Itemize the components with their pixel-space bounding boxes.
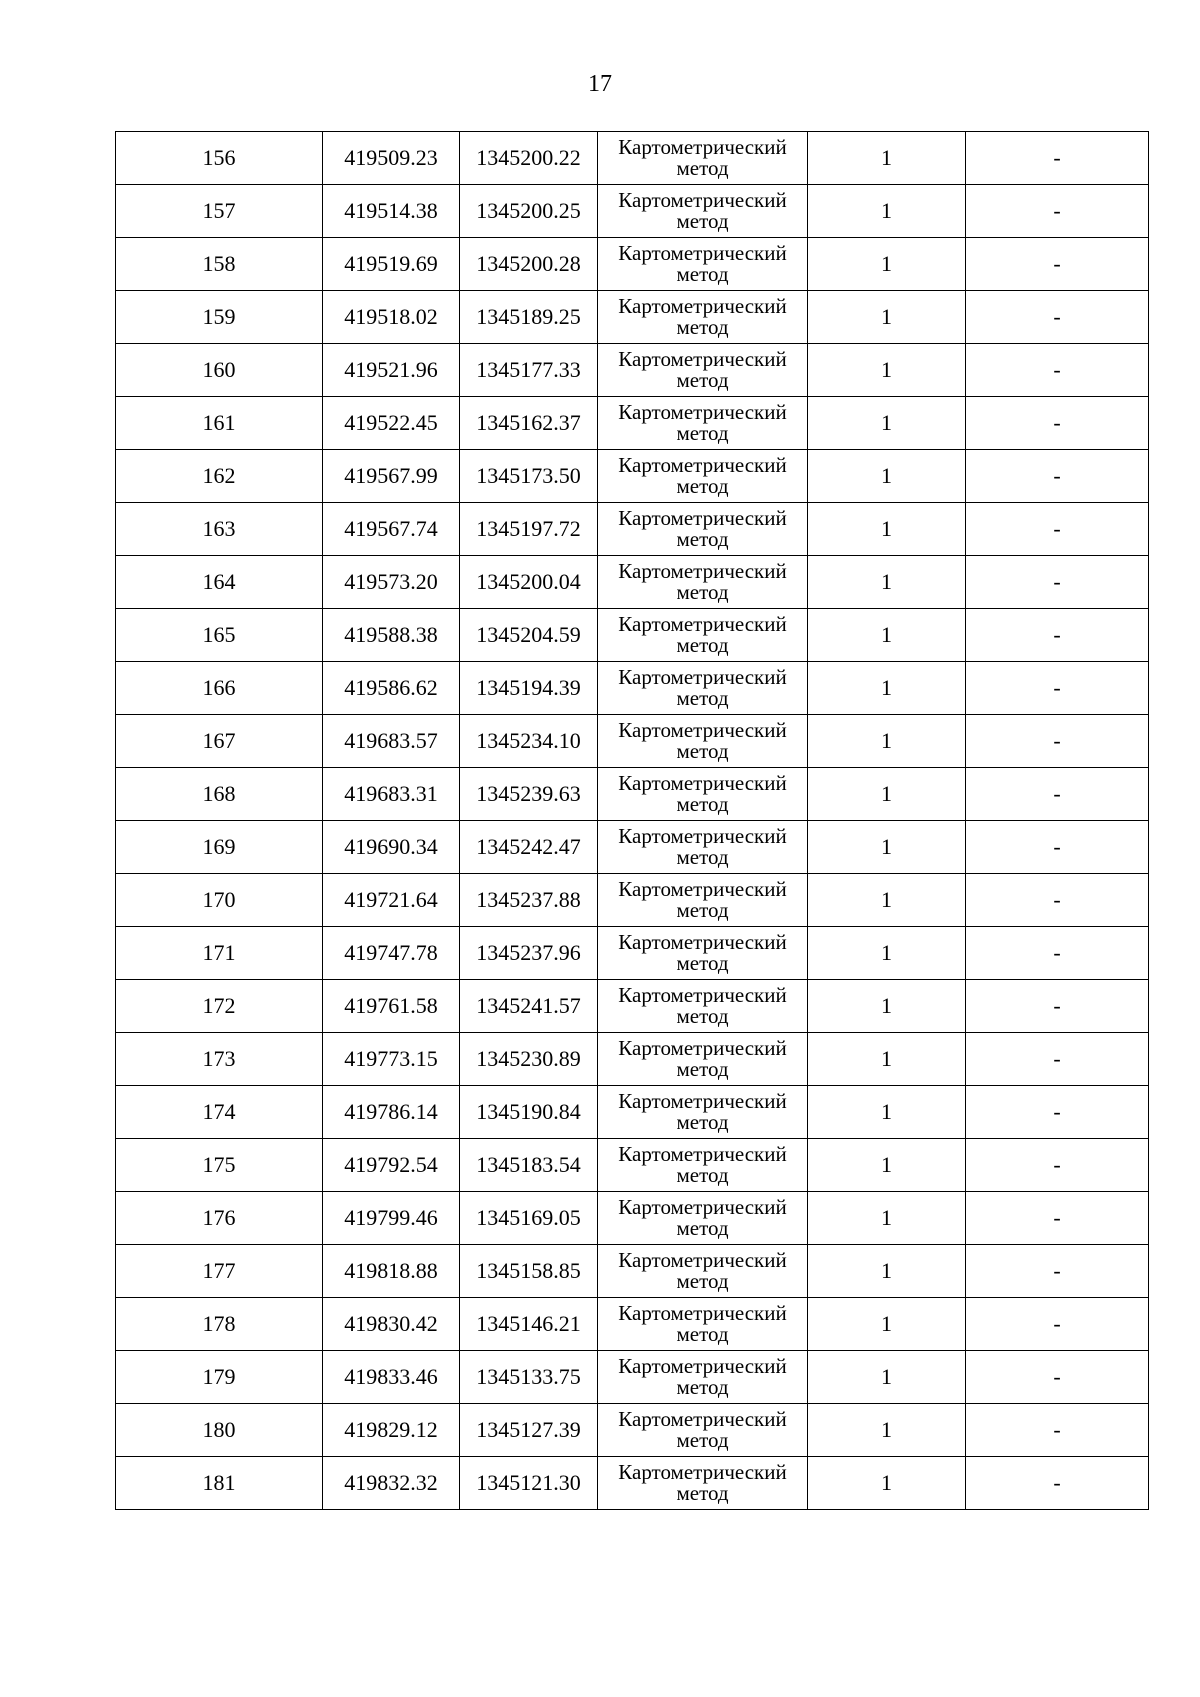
table-row	[116, 768, 1149, 821]
y-coordinate-cell: 1345200.22	[460, 132, 598, 185]
x-coordinate-cell: 419683.57	[323, 715, 460, 768]
y-coordinate-cell: 1345241.57	[460, 980, 598, 1033]
table-row	[116, 1192, 1149, 1245]
point-number-cell: 166	[116, 662, 323, 715]
x-coordinate-cell: 419833.46	[323, 1351, 460, 1404]
method-cell	[598, 291, 808, 344]
method-text: метод	[676, 1269, 729, 1293]
x-coordinate-cell: 419567.99	[323, 450, 460, 503]
method-text: Картометрический	[618, 1460, 787, 1484]
y-coordinate-cell: 1345204.59	[460, 609, 598, 662]
accuracy-cell: 1	[808, 1298, 966, 1351]
table-row	[116, 238, 1149, 291]
method-text: метод	[676, 686, 729, 710]
method-text: Картометрический	[618, 718, 787, 742]
note-cell: -	[966, 715, 1149, 768]
method-text: Картометрический	[618, 983, 787, 1007]
method-cell	[598, 821, 808, 874]
table-row	[116, 556, 1149, 609]
point-number-cell: 179	[116, 1351, 323, 1404]
method-text: Картометрический	[618, 771, 787, 795]
x-coordinate-cell: 419509.23	[323, 132, 460, 185]
x-coordinate-cell: 419792.54	[323, 1139, 460, 1192]
method-cell	[598, 1192, 808, 1245]
point-number-cell: 157	[116, 185, 323, 238]
note-cell: -	[966, 1351, 1149, 1404]
method-text: Картометрический	[618, 188, 787, 212]
method-cell	[598, 768, 808, 821]
point-number-cell: 180	[116, 1404, 323, 1457]
note-cell: -	[966, 556, 1149, 609]
method-text: Картометрический	[618, 1407, 787, 1431]
method-text: метод	[676, 1375, 729, 1399]
method-text: метод	[676, 1322, 729, 1346]
method-text: Картометрический	[618, 453, 787, 477]
table-row	[116, 450, 1149, 503]
method-text: Картометрический	[618, 241, 787, 265]
y-coordinate-cell: 1345237.88	[460, 874, 598, 927]
table-row	[116, 609, 1149, 662]
point-number-cell: 178	[116, 1298, 323, 1351]
method-cell	[598, 450, 808, 503]
note-cell: -	[966, 821, 1149, 874]
accuracy-cell: 1	[808, 185, 966, 238]
accuracy-cell: 1	[808, 715, 966, 768]
x-coordinate-cell: 419830.42	[323, 1298, 460, 1351]
method-cell	[598, 132, 808, 185]
note-cell: -	[966, 662, 1149, 715]
x-coordinate-cell: 419832.32	[323, 1457, 460, 1510]
method-text: метод	[676, 209, 729, 233]
point-number-cell: 176	[116, 1192, 323, 1245]
method-cell	[598, 1033, 808, 1086]
accuracy-cell: 1	[808, 1086, 966, 1139]
y-coordinate-cell: 1345200.25	[460, 185, 598, 238]
method-text: метод	[676, 1004, 729, 1028]
x-coordinate-cell: 419786.14	[323, 1086, 460, 1139]
table-row	[116, 1139, 1149, 1192]
x-coordinate-cell: 419519.69	[323, 238, 460, 291]
y-coordinate-cell: 1345121.30	[460, 1457, 598, 1510]
method-text: Картометрический	[618, 506, 787, 530]
table-row	[116, 1457, 1149, 1510]
note-cell: -	[966, 874, 1149, 927]
y-coordinate-cell: 1345197.72	[460, 503, 598, 556]
point-number-cell: 162	[116, 450, 323, 503]
method-text: метод	[676, 1163, 729, 1187]
accuracy-cell: 1	[808, 238, 966, 291]
method-text: метод	[676, 633, 729, 657]
accuracy-cell: 1	[808, 556, 966, 609]
note-cell: -	[966, 1298, 1149, 1351]
point-number-cell: 177	[116, 1245, 323, 1298]
method-cell	[598, 503, 808, 556]
point-number-cell: 159	[116, 291, 323, 344]
point-number-cell: 160	[116, 344, 323, 397]
method-text: метод	[676, 898, 729, 922]
point-number-cell: 181	[116, 1457, 323, 1510]
note-cell: -	[966, 927, 1149, 980]
table-row	[116, 1351, 1149, 1404]
method-text: Картометрический	[618, 1142, 787, 1166]
method-text: метод	[676, 1110, 729, 1134]
method-text: Картометрический	[618, 135, 787, 159]
y-coordinate-cell: 1345183.54	[460, 1139, 598, 1192]
accuracy-cell: 1	[808, 1457, 966, 1510]
table-row	[116, 715, 1149, 768]
method-text: Картометрический	[618, 612, 787, 636]
x-coordinate-cell: 419761.58	[323, 980, 460, 1033]
point-number-cell: 161	[116, 397, 323, 450]
method-text: Картометрический	[618, 824, 787, 848]
note-cell: -	[966, 609, 1149, 662]
x-coordinate-cell: 419818.88	[323, 1245, 460, 1298]
method-text: Картометрический	[618, 1301, 787, 1325]
x-coordinate-cell: 419690.34	[323, 821, 460, 874]
accuracy-cell: 1	[808, 1404, 966, 1457]
y-coordinate-cell: 1345189.25	[460, 291, 598, 344]
y-coordinate-cell: 1345237.96	[460, 927, 598, 980]
point-number-cell: 168	[116, 768, 323, 821]
method-cell	[598, 1139, 808, 1192]
accuracy-cell: 1	[808, 1245, 966, 1298]
accuracy-cell: 1	[808, 874, 966, 927]
note-cell: -	[966, 185, 1149, 238]
method-text: Картометрический	[618, 559, 787, 583]
note-cell: -	[966, 503, 1149, 556]
method-cell	[598, 1298, 808, 1351]
y-coordinate-cell: 1345230.89	[460, 1033, 598, 1086]
note-cell: -	[966, 1457, 1149, 1510]
note-cell: -	[966, 450, 1149, 503]
table-row	[116, 1404, 1149, 1457]
method-cell	[598, 715, 808, 768]
x-coordinate-cell: 419721.64	[323, 874, 460, 927]
method-text: Картометрический	[618, 400, 787, 424]
method-text: метод	[676, 1428, 729, 1452]
table-row	[116, 344, 1149, 397]
table-row	[116, 503, 1149, 556]
y-coordinate-cell: 1345169.05	[460, 1192, 598, 1245]
accuracy-cell: 1	[808, 291, 966, 344]
note-cell: -	[966, 1245, 1149, 1298]
method-text: Картометрический	[618, 294, 787, 318]
method-cell	[598, 927, 808, 980]
method-cell	[598, 980, 808, 1033]
point-number-cell: 163	[116, 503, 323, 556]
method-text: метод	[676, 1057, 729, 1081]
table-row	[116, 397, 1149, 450]
method-text: метод	[676, 739, 729, 763]
method-cell	[598, 1086, 808, 1139]
point-number-cell: 156	[116, 132, 323, 185]
y-coordinate-cell: 1345200.04	[460, 556, 598, 609]
y-coordinate-cell: 1345242.47	[460, 821, 598, 874]
method-cell	[598, 185, 808, 238]
method-cell	[598, 1457, 808, 1510]
note-cell: -	[966, 980, 1149, 1033]
y-coordinate-cell: 1345194.39	[460, 662, 598, 715]
note-cell: -	[966, 397, 1149, 450]
point-number-cell: 164	[116, 556, 323, 609]
coordinates-table-body	[116, 132, 1149, 1510]
point-number-cell: 175	[116, 1139, 323, 1192]
method-text: метод	[676, 1216, 729, 1240]
method-text: метод	[676, 156, 729, 180]
table-row	[116, 185, 1149, 238]
point-number-cell: 170	[116, 874, 323, 927]
note-cell: -	[966, 1086, 1149, 1139]
y-coordinate-cell: 1345190.84	[460, 1086, 598, 1139]
method-cell	[598, 1404, 808, 1457]
point-number-cell: 173	[116, 1033, 323, 1086]
table-row	[116, 1033, 1149, 1086]
accuracy-cell: 1	[808, 768, 966, 821]
accuracy-cell: 1	[808, 662, 966, 715]
x-coordinate-cell: 419522.45	[323, 397, 460, 450]
method-cell	[598, 556, 808, 609]
method-text: метод	[676, 315, 729, 339]
accuracy-cell: 1	[808, 1139, 966, 1192]
method-text: Картометрический	[618, 1354, 787, 1378]
accuracy-cell: 1	[808, 1351, 966, 1404]
method-text: Картометрический	[618, 877, 787, 901]
method-text: метод	[676, 368, 729, 392]
table-row	[116, 291, 1149, 344]
accuracy-cell: 1	[808, 1033, 966, 1086]
y-coordinate-cell: 1345234.10	[460, 715, 598, 768]
point-number-cell: 165	[116, 609, 323, 662]
accuracy-cell: 1	[808, 821, 966, 874]
method-cell	[598, 874, 808, 927]
note-cell: -	[966, 1404, 1149, 1457]
point-number-cell: 174	[116, 1086, 323, 1139]
method-text: метод	[676, 845, 729, 869]
accuracy-cell: 1	[808, 450, 966, 503]
y-coordinate-cell: 1345127.39	[460, 1404, 598, 1457]
method-text: метод	[676, 421, 729, 445]
table-row	[116, 1298, 1149, 1351]
x-coordinate-cell: 419747.78	[323, 927, 460, 980]
method-text: метод	[676, 527, 729, 551]
method-text: Картометрический	[618, 1036, 787, 1060]
method-cell	[598, 662, 808, 715]
method-text: Картометрический	[618, 1248, 787, 1272]
point-number-cell: 167	[116, 715, 323, 768]
note-cell: -	[966, 768, 1149, 821]
table-row	[116, 980, 1149, 1033]
table-row	[116, 662, 1149, 715]
x-coordinate-cell: 419588.38	[323, 609, 460, 662]
table-row	[116, 874, 1149, 927]
x-coordinate-cell: 419514.38	[323, 185, 460, 238]
accuracy-cell: 1	[808, 503, 966, 556]
accuracy-cell: 1	[808, 132, 966, 185]
note-cell: -	[966, 1033, 1149, 1086]
method-text: Картометрический	[618, 1089, 787, 1113]
method-cell	[598, 1245, 808, 1298]
method-text: Картометрический	[618, 665, 787, 689]
y-coordinate-cell: 1345133.75	[460, 1351, 598, 1404]
y-coordinate-cell: 1345162.37	[460, 397, 598, 450]
point-number-cell: 171	[116, 927, 323, 980]
y-coordinate-cell: 1345146.21	[460, 1298, 598, 1351]
x-coordinate-cell: 419586.62	[323, 662, 460, 715]
method-text: метод	[676, 262, 729, 286]
accuracy-cell: 1	[808, 397, 966, 450]
accuracy-cell: 1	[808, 980, 966, 1033]
method-cell	[598, 238, 808, 291]
x-coordinate-cell: 419683.31	[323, 768, 460, 821]
method-text: метод	[676, 951, 729, 975]
y-coordinate-cell: 1345200.28	[460, 238, 598, 291]
x-coordinate-cell: 419829.12	[323, 1404, 460, 1457]
y-coordinate-cell: 1345239.63	[460, 768, 598, 821]
table-row	[116, 1086, 1149, 1139]
page-number: 17	[588, 71, 612, 97]
note-cell: -	[966, 238, 1149, 291]
x-coordinate-cell: 419799.46	[323, 1192, 460, 1245]
method-text: метод	[676, 580, 729, 604]
method-cell	[598, 1351, 808, 1404]
y-coordinate-cell: 1345177.33	[460, 344, 598, 397]
method-text: метод	[676, 792, 729, 816]
method-text: метод	[676, 1481, 729, 1505]
x-coordinate-cell: 419573.20	[323, 556, 460, 609]
accuracy-cell: 1	[808, 344, 966, 397]
note-cell: -	[966, 1192, 1149, 1245]
note-cell: -	[966, 132, 1149, 185]
x-coordinate-cell: 419521.96	[323, 344, 460, 397]
table-row	[116, 821, 1149, 874]
table-row	[116, 927, 1149, 980]
accuracy-cell: 1	[808, 1192, 966, 1245]
accuracy-cell: 1	[808, 609, 966, 662]
point-number-cell: 158	[116, 238, 323, 291]
method-text: Картометрический	[618, 930, 787, 954]
method-cell	[598, 609, 808, 662]
x-coordinate-cell: 419518.02	[323, 291, 460, 344]
note-cell: -	[966, 344, 1149, 397]
coordinates-table	[115, 131, 1149, 1510]
table-row	[116, 1245, 1149, 1298]
y-coordinate-cell: 1345158.85	[460, 1245, 598, 1298]
method-text: Картометрический	[618, 1195, 787, 1219]
method-cell	[598, 397, 808, 450]
method-text: Картометрический	[618, 347, 787, 371]
method-text: метод	[676, 474, 729, 498]
method-cell	[598, 344, 808, 397]
table-row	[116, 132, 1149, 185]
note-cell: -	[966, 291, 1149, 344]
point-number-cell: 169	[116, 821, 323, 874]
x-coordinate-cell: 419773.15	[323, 1033, 460, 1086]
point-number-cell: 172	[116, 980, 323, 1033]
y-coordinate-cell: 1345173.50	[460, 450, 598, 503]
x-coordinate-cell: 419567.74	[323, 503, 460, 556]
accuracy-cell: 1	[808, 927, 966, 980]
note-cell: -	[966, 1139, 1149, 1192]
